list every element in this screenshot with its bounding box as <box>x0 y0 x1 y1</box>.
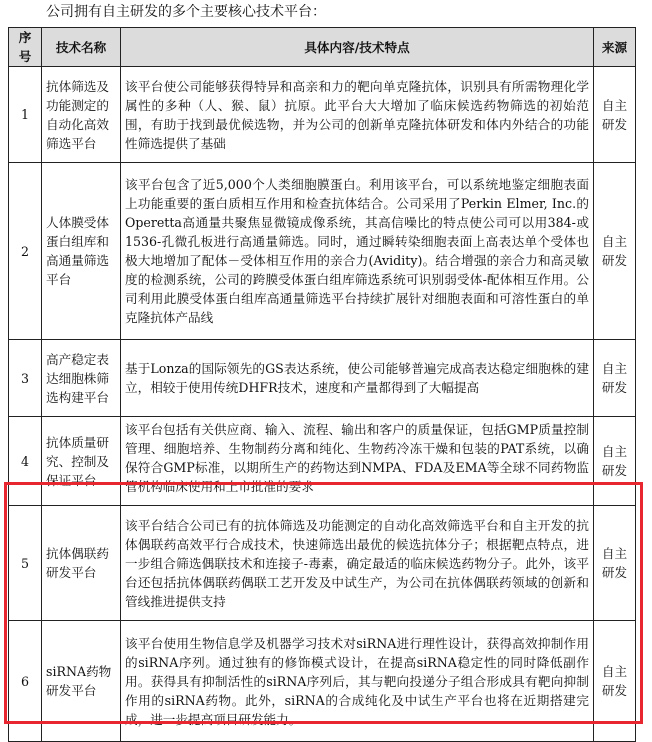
row-content-cell <box>121 417 594 506</box>
row-source: 自主研发 <box>594 67 636 163</box>
table-row <box>9 163 636 340</box>
row-content: 该平台使公司能够获得特异和高亲和力的靶向单克隆抗体，识别具有所需物理化学属性的多种（人、猴、鼠）抗原。此平台大大增加了临床候选药物筛选的初始范围，有助于找到最优候选物，并为公司的创新单克隆抗体研发和体内外结合的功能性筛选提供了基础 <box>121 67 594 163</box>
row-no: 1 <box>9 67 42 163</box>
table-row <box>9 340 636 417</box>
row-source: 自主研发 <box>594 163 636 340</box>
row-no: 2 <box>9 163 42 340</box>
table-row <box>9 506 636 621</box>
row-name: 人体膜受体蛋白组库和高通量筛选平台 <box>42 163 121 340</box>
row-no: 5 <box>9 506 42 621</box>
row-name: 高产稳定表达细胞株筛选构建平台 <box>42 340 121 417</box>
table-row <box>9 67 636 163</box>
row-name: 抗体偶联药研发平台 <box>42 506 121 621</box>
row-content: 该平台包含了近5,000个人类细胞膜蛋白。利用该平台，可以系统地鉴定细胞表面上功能重要的蛋白质相互作用和检查抗体结合。公司采用了Perkin Elmer, Inc.的Operetta高通量共聚焦显微镜成像系统，其高信噪比的特点使公司可以用384-或1536-孔微孔板进行高通量筛选。同时，通过瞬转染细胞表面上高表达单个受体也极大地增加了配体－受体相互作用的亲合力(Avidity)。结合增强的亲合力和高灵敏度的检测系统，公司的跨膜受体蛋白组库筛选系统可识别弱受体-配体相互作用。公司利用此膜受体蛋白组库高通量筛选平台持续扩展针对细胞表面和可溶性蛋白的单克隆抗体产品线 <box>121 163 594 340</box>
header-content: 具体内容/技术特点 <box>121 28 594 67</box>
row-content: 该平台使用生物信息学及机器学习技术对siRNA进行理性设计，获得高效抑制作用的siRNA序列。通过独有的修饰模式设计，在提高siRNA稳定性的同时降低副作用。获得具有抑制活性的siRNA序列后，其与靶向投递分子组合形成具有靶向抑制作用的siRNA药物。此外，siRNA的合成纯化及中试生产平台也将在近期搭建完成，进一步提高项目研发能力。 <box>121 621 594 742</box>
row-name: 抗体筛选及功能测定的自动化高效筛选平台 <box>42 67 121 163</box>
table-header-row <box>9 28 636 67</box>
header-no: 序号 <box>9 28 42 67</box>
intro-text: 公司拥有自主研发的多个主要核心技术平台： <box>46 4 326 20</box>
row-source: 自主研发 <box>594 340 636 417</box>
header-name: 技术名称 <box>42 28 121 67</box>
row-content: 该平台包括有关供应商、输入、流程、输出和客户的质量保证，包括GMP质量控制管理、细胞培养、生物制药分离和纯化、生物药冷冻干燥和包装的PAT系统，以确保符合GMP标准，以期所生产的药物达到NMPA、FDA及EMA等全球不同药物监管机构临床使用和上市批准的要求 <box>125 422 589 494</box>
row-no: 4 <box>9 417 42 506</box>
row-source: 自主研发 <box>594 417 636 506</box>
header-source: 来源 <box>594 28 636 67</box>
row-name: siRNA药物研发平台 <box>42 621 121 742</box>
table-row <box>9 417 636 506</box>
row-no: 6 <box>9 621 42 742</box>
row-name: 抗体质量研究、控制及保证平台 <box>42 417 121 506</box>
row-content: 该平台结合公司已有的抗体筛选及功能测定的自动化高效筛选平台和自主开发的抗体偶联药高效平行合成技术，快速筛选出最优的候选抗体分子；根据靶点特点，进一步组合筛选偶联技术和连接子-毒素，确定最适的临床候选药物分子。此外，该平台还包括抗体偶联药偶联工艺开发及中试生产，为公司在抗体偶联药领域的创新和管线推进提供支持 <box>121 506 594 621</box>
table-row <box>9 621 636 742</box>
row-source: 自主研发 <box>594 506 636 621</box>
row-source: 自主研发 <box>594 621 636 742</box>
tech-platform-table <box>8 27 636 742</box>
row-content: 基于Lonza的国际领先的GS表达系统，使公司能够普遍完成高表达稳定细胞株的建立，相较于使用传统DHFR技术，速度和产量都得到了大幅提高 <box>121 340 594 417</box>
row-no: 3 <box>9 340 42 417</box>
